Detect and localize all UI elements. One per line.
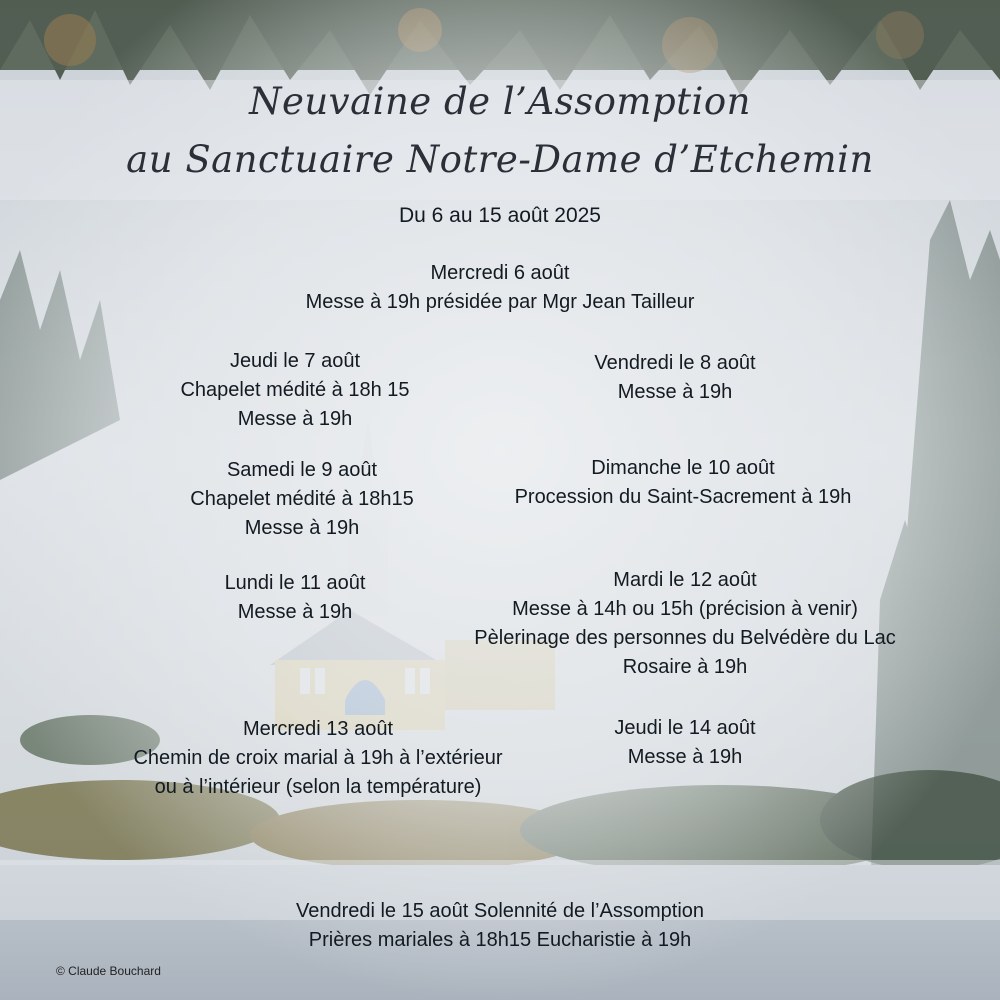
event-detail: Messe à 19h [237,601,353,623]
event-detail: Messe à 19h présidée par Mgr Jean Tailleur [305,291,695,313]
event-detail: Messe à 19h [617,381,733,403]
event-detail: Messe à 19h [244,517,360,539]
event-mon-11 [145,569,445,627]
event-detail: Chapelet médité à 18h15 [190,488,414,510]
event-detail: Messe à 14h ou 15h (précision à venir) [512,598,858,620]
event-detail: Rosaire à 19h [622,656,748,678]
event-day: Vendredi le 15 août Solennité de l’Assomption [295,900,705,922]
event-tue-12 [440,566,930,682]
event-sun-10 [483,454,883,512]
event-day: Dimanche le 10 août [591,457,775,479]
event-detail: Messe à 19h [237,408,353,430]
event-day: Mardi le 12 août [613,569,757,591]
event-thu-7 [145,347,445,434]
poster-title-line-2: au Sanctuaire Notre-Dame d’Etchemin [126,138,874,181]
event-wed-6 [232,259,768,317]
event-day: Vendredi le 8 août [594,352,756,374]
date-range: Du 6 au 15 août 2025 [398,204,601,227]
event-day: Mercredi 6 août [430,262,570,284]
event-day: Jeudi le 7 août [229,350,361,372]
event-fri-15 [200,897,800,955]
event-day: Mercredi 13 août [242,718,394,740]
event-detail: Messe à 19h [627,746,743,768]
event-sat-9 [152,456,452,543]
event-detail: Chapelet médité à 18h 15 [180,379,410,401]
event-detail: Chemin de croix marial à 19h à l’extérieur [133,747,503,769]
event-detail: Procession du Saint-Sacrement à 19h [514,486,852,508]
event-detail: Prières mariales à 18h15 Eucharistie à 19h [308,929,692,951]
photo-copyright: © Claude Bouchard [56,964,161,978]
event-detail: ou à l’intérieur (selon la température) [154,776,482,798]
event-day: Lundi le 11 août [224,572,366,594]
event-thu-14 [535,714,835,772]
event-detail: Pèlerinage des personnes du Belvédère du Lac [474,627,896,649]
event-wed-13 [98,715,538,802]
poster-title-line-1: Neuvaine de l’Assomption [249,80,751,123]
event-fri-8 [525,349,825,407]
event-day: Samedi le 9 août [226,459,378,481]
event-day: Jeudi le 14 août [614,717,756,739]
